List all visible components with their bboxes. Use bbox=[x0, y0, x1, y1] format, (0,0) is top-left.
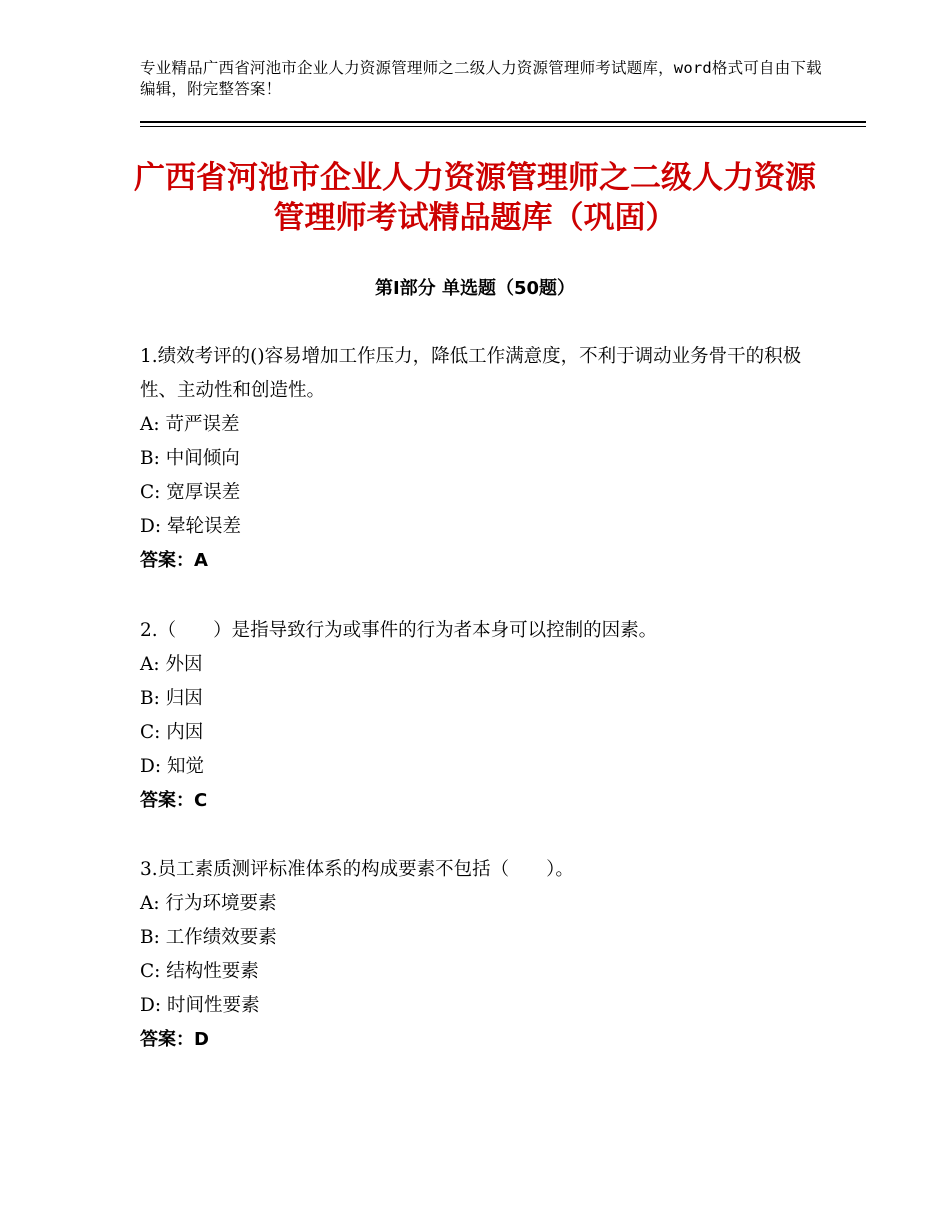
option-d: D: 时间性要素 bbox=[140, 995, 260, 1016]
question-1 bbox=[140, 340, 820, 578]
question-stem: 2.（ ）是指导致行为或事件的行为者本身可以控制的因素。 bbox=[140, 620, 658, 641]
answer: 答案：D bbox=[140, 1029, 209, 1050]
answer: 答案：A bbox=[140, 550, 208, 571]
option-c: C: 内因 bbox=[140, 722, 204, 743]
header-rule-thin bbox=[140, 126, 866, 127]
header-rule-thick bbox=[140, 121, 866, 123]
option-c: C: 结构性要素 bbox=[140, 961, 259, 982]
answer: 答案：C bbox=[140, 790, 208, 811]
question-stem: 3.员工素质测评标准体系的构成要素不包括（ ）。 bbox=[140, 859, 574, 880]
option-d: D: 知觉 bbox=[140, 756, 204, 777]
question-2 bbox=[140, 614, 820, 818]
question-3 bbox=[140, 853, 820, 1057]
document-title: 广西省河池市企业人力资源管理师之二级人力资源管理师考试精品题库（巩固） bbox=[134, 160, 816, 236]
option-b: B: 工作绩效要素 bbox=[140, 927, 277, 948]
option-c: C: 宽厚误差 bbox=[140, 482, 241, 503]
option-b: B: 归因 bbox=[140, 688, 203, 709]
option-a: A: 行为环境要素 bbox=[140, 893, 277, 914]
header-note: 专业精品广西省河池市企业人力资源管理师之二级人力资源管理师考试题库，word格式可自由下载编辑，附完整答案！ bbox=[140, 59, 822, 98]
option-a: A: 苛严误差 bbox=[140, 414, 240, 435]
option-b: B: 中间倾向 bbox=[140, 448, 240, 469]
question-stem: 1.绩效考评的()容易增加工作压力，降低工作满意度，不利于调动业务骨干的积极性、主动性和创造性。 bbox=[140, 346, 802, 401]
section-heading: 第Ⅰ部分 单选题（50题） bbox=[374, 278, 575, 299]
option-a: A: 外因 bbox=[140, 654, 203, 675]
option-d: D: 晕轮误差 bbox=[140, 516, 241, 537]
